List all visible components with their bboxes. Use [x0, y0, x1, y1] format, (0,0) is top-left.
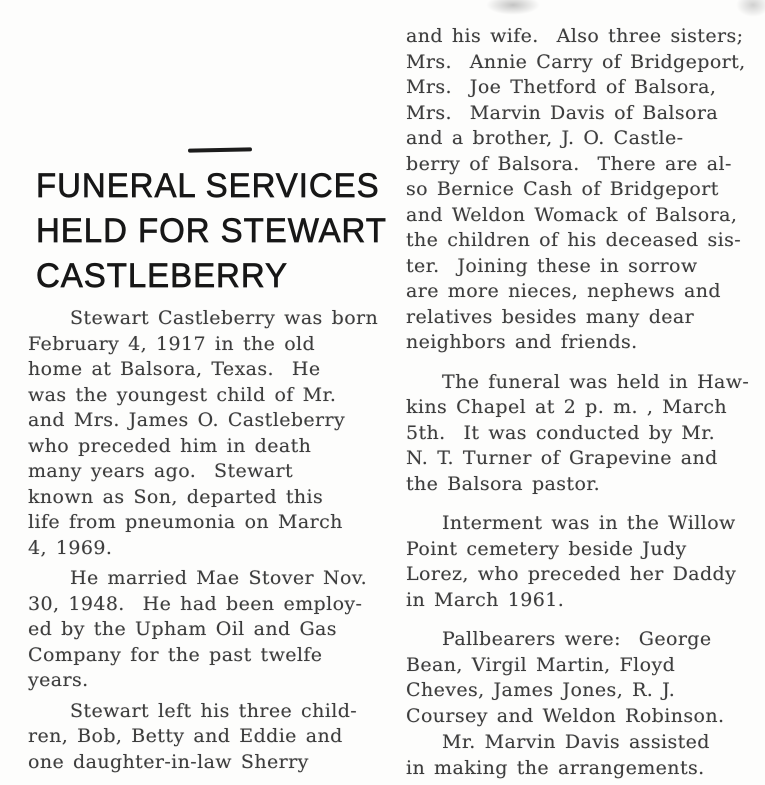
text-line: 4, 1969. — [28, 536, 113, 559]
text-line: Stewart left his three child- — [70, 699, 358, 722]
text-line: life from pneumonia on March — [28, 511, 343, 533]
scan-smudge — [736, 0, 765, 17]
text-line: February 4, 1917 in the old — [28, 332, 316, 355]
paragraph — [406, 627, 762, 729]
article-headline — [36, 164, 387, 299]
scan-smudge — [486, 0, 540, 15]
text-line: known as Son, departed this — [28, 485, 324, 508]
text-line: and his wife. Also three sisters; — [406, 25, 744, 47]
text-line: many years ago. Stewart — [28, 460, 294, 482]
text-line: and Weldon Womack of Balsora, — [406, 203, 738, 226]
text-line: relatives besides many dear — [406, 305, 695, 328]
text-line: Mrs. Joe Thetford of Balsora, — [406, 76, 717, 98]
text-line: Interment was in the Willow — [442, 512, 736, 534]
text-line: in March 1961. — [406, 588, 565, 611]
text-line: so Bernice Cash of Bridgeport — [406, 178, 719, 200]
text-line: neighbors and friends. — [406, 331, 638, 353]
text-line: Coursey and Weldon Robinson. — [406, 704, 725, 727]
paragraph — [406, 511, 762, 613]
text-line: Bean, Virgil Martin, Floyd — [406, 653, 676, 676]
text-line: Mrs. Marvin Davis of Balsora — [406, 101, 719, 124]
text-line: ter. Joining these in sorrow — [406, 254, 698, 277]
left-column-text — [28, 306, 382, 775]
text-line: The funeral was held in Haw- — [442, 370, 750, 393]
text-line: kins Chapel at 2 p. m. , March — [406, 396, 728, 418]
text-line: 5th. It was conducted by Mr. — [406, 421, 716, 444]
text-line: in making the arrangements. — [406, 756, 705, 779]
headline-block — [28, 148, 387, 299]
headline-overline-rule — [188, 147, 252, 152]
text-line: the Balsora pastor. — [406, 472, 601, 495]
text-line: Lorez, who preceded her Daddy — [406, 563, 737, 585]
text-line: and Mrs. James O. Castleberry — [28, 409, 346, 431]
text-line: one daughter-in-law Sherry — [28, 750, 309, 773]
right-column-text — [406, 24, 762, 781]
headline-line: CASTLEBERRY — [36, 257, 289, 295]
text-line: 30, 1948. He had been employ- — [28, 592, 363, 615]
text-line: Company for the past twelfe — [28, 643, 323, 666]
text-line: Mrs. Annie Carry of Bridgeport, — [406, 50, 746, 73]
text-line: and a brother, J. O. Castle- — [406, 127, 684, 149]
headline-line: FUNERAL SERVICES — [36, 167, 380, 205]
paragraph — [406, 730, 762, 781]
text-line: He married Mae Stover Nov. — [70, 567, 368, 589]
paragraph — [406, 370, 762, 498]
text-line: years. — [28, 669, 89, 691]
text-line: Mr. Marvin Davis assisted — [442, 731, 710, 753]
text-line: the children of his deceased sis- — [406, 229, 742, 251]
text-line: ren, Bob, Betty and Eddie and — [28, 725, 343, 747]
text-line: Cheves, James Jones, R. J. — [406, 679, 676, 701]
paragraph — [28, 306, 382, 561]
paragraph — [28, 699, 382, 776]
text-line: Point cemetery beside Judy — [406, 537, 687, 560]
paragraph — [406, 24, 762, 356]
text-line: ed by the Upham Oil and Gas — [28, 618, 337, 640]
text-line: was the youngest child of Mr. — [28, 383, 337, 406]
text-line: who preceded him in death — [28, 434, 312, 457]
text-line: Stewart Castleberry was born — [70, 307, 379, 329]
paragraph — [28, 566, 382, 694]
text-line: home at Balsora, Texas. He — [28, 358, 321, 380]
text-line: are more nieces, nephews and — [406, 280, 721, 302]
text-line: berry of Balsora. There are al- — [406, 152, 732, 175]
text-line: Pallbearers were: George — [442, 628, 712, 650]
headline-line: HELD FOR STEWART — [36, 212, 387, 250]
text-line: N. T. Turner of Grapevine and — [406, 447, 718, 469]
